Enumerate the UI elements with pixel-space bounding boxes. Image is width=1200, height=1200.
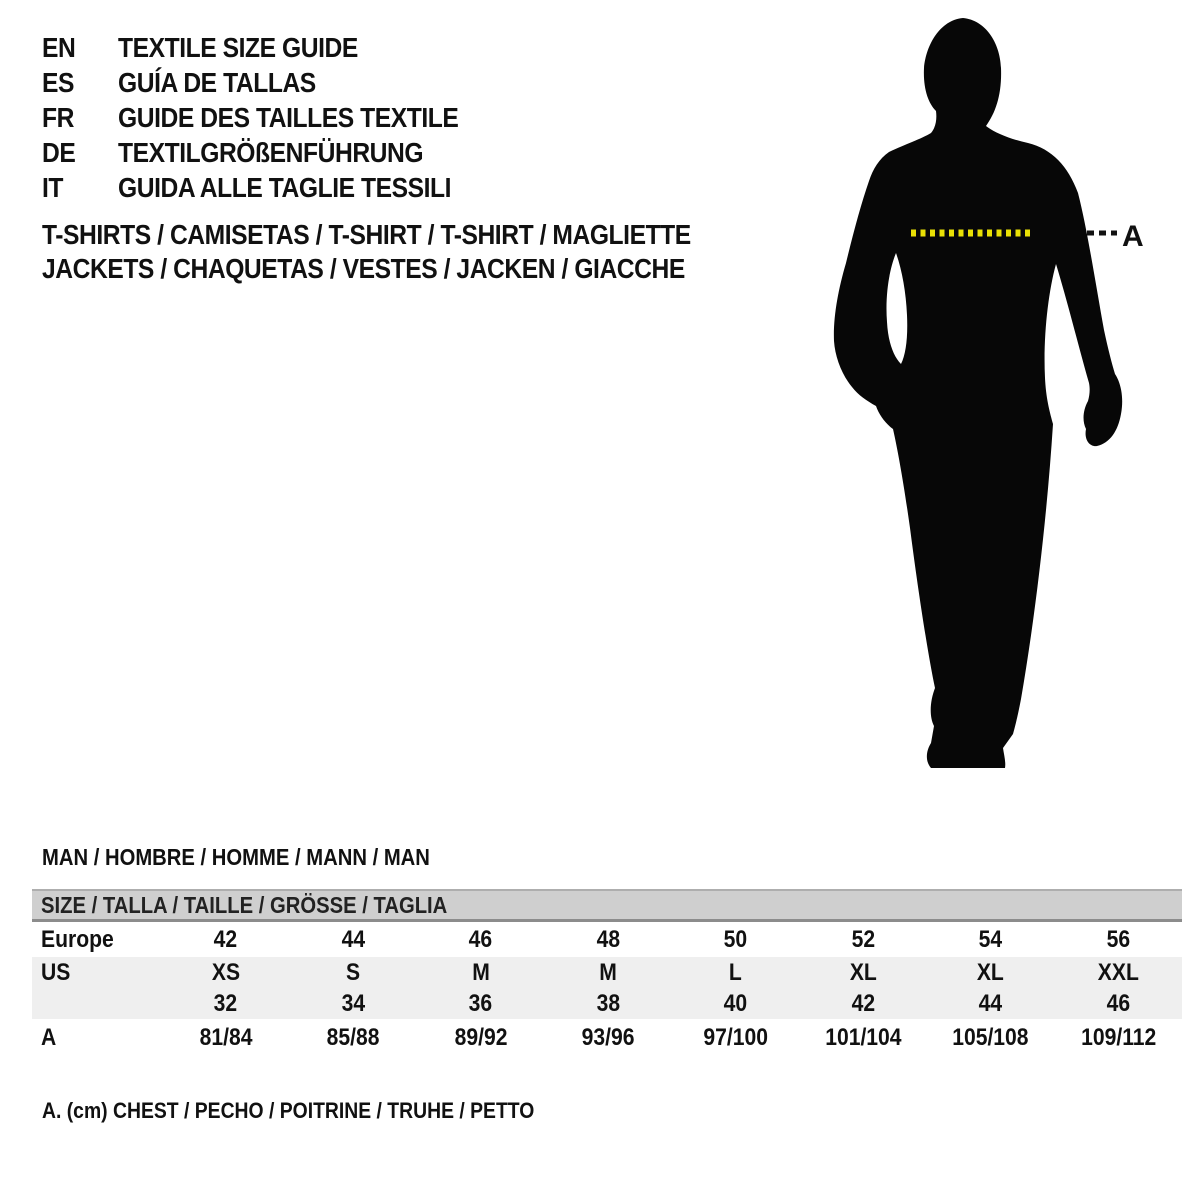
language-row: [42, 170, 505, 205]
table-row-europe: [32, 922, 1182, 957]
table-cell: 109/112: [1080, 1024, 1156, 1051]
size-table: [32, 889, 1182, 1056]
table-cell: 46: [468, 926, 493, 953]
table-cell: 54: [978, 926, 1003, 953]
table-cell: S: [346, 959, 361, 986]
measure-label: A: [1122, 220, 1144, 253]
table-cell: 97/100: [703, 1024, 769, 1051]
category-list: [42, 218, 779, 286]
section-title: MAN / HOMBRE / HOMME / MANN / MAN: [42, 844, 430, 870]
table-cell: L: [729, 959, 743, 986]
table-cell: 42: [213, 926, 238, 953]
table-cell: 44: [341, 926, 365, 953]
table-cell: M: [599, 959, 618, 986]
language-row: [42, 135, 505, 170]
table-cell: 89/92: [454, 1024, 508, 1051]
table-cell: XL: [849, 959, 877, 986]
table-cell: 81/84: [199, 1024, 253, 1051]
table-cell: 38: [596, 990, 620, 1017]
table-cell: M: [471, 959, 490, 986]
language-label: TEXTILE SIZE GUIDE: [118, 32, 358, 63]
table-cell: XS: [211, 959, 240, 986]
table-cell: 105/108: [952, 1024, 1029, 1051]
table-cell: 48: [596, 926, 620, 953]
language-code: DE: [42, 137, 76, 168]
language-label: GUÍA DE TALLAS: [118, 67, 316, 98]
language-label: GUIDE DES TAILLES TEXTILE: [118, 102, 459, 133]
table-cell: 34: [341, 990, 365, 1017]
row-label: A: [41, 1024, 57, 1051]
row-label: Europe: [41, 926, 114, 953]
man-silhouette: [834, 18, 1122, 768]
table-cell: 101/104: [825, 1024, 902, 1051]
table-row-us: [32, 957, 1182, 988]
table-row-numeric: [32, 988, 1182, 1019]
language-row: [42, 100, 505, 135]
table-cell: 56: [1106, 926, 1130, 953]
language-code: ES: [42, 67, 74, 98]
table-cell: 50: [723, 926, 748, 953]
language-label: TEXTILGRÖßENFÜHRUNG: [118, 137, 424, 168]
table-cell: 85/88: [326, 1024, 380, 1051]
table-cell: XL: [977, 959, 1005, 986]
language-code: EN: [42, 32, 76, 63]
table-cell: 36: [468, 990, 493, 1017]
language-label: GUIDA ALLE TAGLIE TESSILI: [118, 172, 452, 203]
row-label: US: [41, 959, 71, 986]
category-line: T-SHIRTS / CAMISETAS / T-SHIRT / T-SHIRT / MAGLIETTE: [42, 219, 691, 250]
language-code: IT: [42, 172, 64, 203]
language-row: [42, 30, 505, 65]
table-cell: 52: [851, 926, 875, 953]
language-row: [42, 65, 505, 100]
measurement-footnote: A. (cm) CHEST / PECHO / POITRINE / TRUHE / PETTO: [42, 1098, 535, 1123]
category-line: JACKETS / CHAQUETAS / VESTES / JACKEN / GIACCHE: [42, 253, 685, 284]
language-list: [42, 30, 505, 205]
size-table-header: SIZE / TALLA / TAILLE / GRÖSSE / TAGLIA: [32, 889, 1182, 922]
table-cell: 32: [213, 990, 238, 1017]
language-code: FR: [42, 102, 74, 133]
table-cell: 44: [978, 990, 1003, 1017]
table-cell: 40: [723, 990, 748, 1017]
row-label: [32, 988, 162, 1019]
table-cell: 46: [1106, 990, 1130, 1017]
table-cell: 93/96: [581, 1024, 635, 1051]
table-cell: XXL: [1097, 959, 1139, 986]
table-row-chest: [32, 1019, 1182, 1056]
table-cell: 42: [851, 990, 875, 1017]
